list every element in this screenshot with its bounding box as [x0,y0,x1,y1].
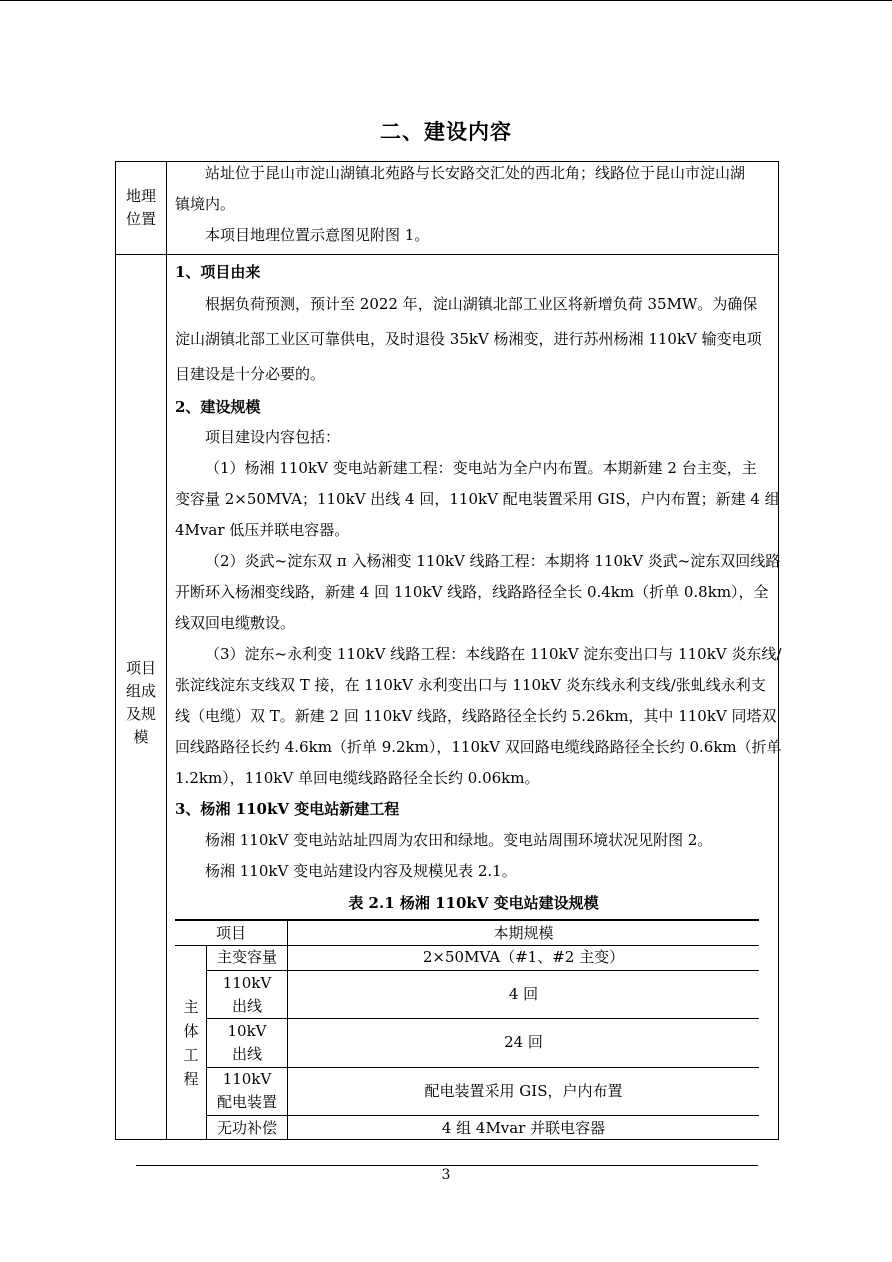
table-row-name: 无功补偿 [216,1119,277,1137]
location-text [175,158,772,251]
location-line-3: 本项目地理位置示意图见附图 1。 [205,226,430,244]
s2-item1-line-3: 4Mvar 低压并联电容器。 [175,521,350,539]
table-top-rule [175,919,759,921]
group-char: 体 [183,1022,199,1040]
composition-label [116,657,166,749]
table-row-value: 4 回 [508,985,539,1003]
row-name-part: 配电装置 [216,1093,277,1111]
group-char: 程 [183,1070,199,1088]
table-row-name: 主变容量 [216,948,277,966]
s2-item3-line-5: 1.2km），110kV 单回电缆线路路径全长约 0.06km。 [175,769,540,787]
footer-rule [136,1165,758,1166]
page-top-border [0,0,892,1]
location-line-2: 镇境内。 [175,195,236,213]
row-name-part: 10kV [227,1022,267,1040]
composition-label-line4: 模 [133,728,149,746]
table-row-value: 2×50MVA（#1、#2 主变） [422,948,625,966]
table-row-rule [206,1018,759,1019]
table-caption: 表 2.1 杨湘 110kV 变电站建设规模 [348,894,599,912]
page-number: 3 [441,1167,451,1183]
table-row-name [207,972,287,1018]
table-row-name [207,1068,287,1114]
location-label-line1: 地理 [125,187,156,205]
table-header-item: 项目 [215,924,246,942]
group-char: 主 [183,998,199,1016]
row-name-part: 出线 [231,1045,262,1063]
row-name-part: 出线 [231,997,262,1015]
s2-item3-line-1: （3）淀东~永利变 110kV 线路工程：本线路在 110kV 淀东变出口与 110kV 炎东线/ [205,645,782,663]
row-divider [115,254,779,255]
page-title: 二、建设内容 [380,119,512,144]
table-row-rule [206,970,759,971]
s3-line-1: 杨湘 110kV 变电站站址四周为农田和绿地。变电站周围环境状况见附图 2。 [205,831,713,849]
table-row-rule [206,1115,759,1116]
section-1-heading: 1、项目由来 [175,263,261,281]
table-row-value: 24 回 [504,1033,543,1051]
s2-item3-line-4: 回线路路径长约 4.6km（折单 9.2km），110kV 双回路电缆线路路径全长约 0.6km（折单 [175,738,782,756]
table-row-value: 配电装置采用 GIS，户内布置 [424,1082,623,1100]
s1-line-1: 根据负荷预测，预计至 2022 年，淀山湖镇北部工业区将新增负荷 35MW。为确保 [205,295,758,313]
s2-item2-line-1: （2）炎武~淀东双 π 入杨湘变 110kV 线路工程：本期将 110kV 炎武~淀东双回线路 [205,552,781,570]
s2-item1-line-2: 变容量 2×50MVA；110kV 出线 4 回，110kV 配电装置采用 GIS，户内布置；新建 4 组 [175,490,780,508]
table-header-scale: 本期规模 [493,924,554,942]
location-label-line2: 位置 [125,210,156,228]
label-column-divider [166,161,167,1140]
location-label [116,185,166,231]
composition-label-line1: 项目 [125,659,156,677]
row-name-part: 110kV [222,974,272,992]
location-line-1: 站址位于昆山市淀山湖镇北苑路与长安路交汇处的西北角；线路位于昆山市淀山湖 [205,164,746,182]
table-row-value: 4 组 4Mvar 并联电容器 [441,1119,606,1137]
s2-intro: 项目建设内容包括： [205,428,341,446]
section-2-heading: 2、建设规模 [175,398,261,416]
s2-item3-line-2: 张淀线淀东支线双 T 接，在 110kV 永利变出口与 110kV 炎东线永利支线/张虬线永利支 [175,676,766,694]
table-row-rule [206,1067,759,1068]
composition-text [175,257,782,887]
s3-line-2: 杨湘 110kV 变电站建设内容及规模见表 2.1。 [205,862,517,880]
s2-item2-line-2: 开断环入杨湘变线路，新建 4 回 110kV 线路，线路路径全长 0.4km（折单 0.8km），全 [175,583,769,601]
section-3-heading: 3、杨湘 110kV 变电站新建工程 [175,800,400,818]
table-row-name [207,1020,287,1066]
row-name-part: 110kV [222,1070,272,1088]
table-group-label [176,995,206,1091]
s2-item3-line-3: 线（电缆）双 T。新建 2 回 110kV 线路，线路路径全长约 5.26km，其中 110kV 同塔双 [175,707,777,725]
group-char: 工 [183,1046,199,1064]
s2-item2-line-3: 线双回电缆敷设。 [175,614,296,632]
s1-line-2: 淀山湖镇北部工业区可靠供电，及时退役 35kV 杨湘变，进行苏州杨湘 110kV 输变电项 [175,330,762,348]
s1-line-3: 目建设是十分必要的。 [175,365,326,383]
composition-label-line3: 及规 [125,705,156,723]
s2-item1-line-1: （1）杨湘 110kV 变电站新建工程：变电站为全户内布置。本期新建 2 台主变，主 [205,459,757,477]
composition-label-line2: 组成 [125,682,156,700]
